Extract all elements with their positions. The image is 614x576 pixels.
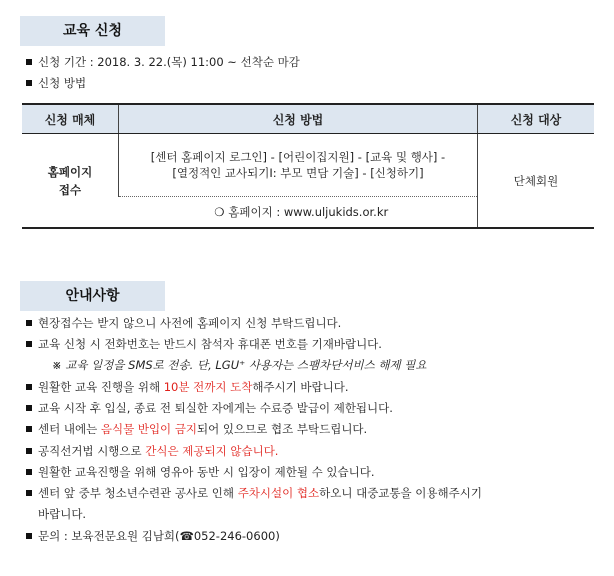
- notice-item-5-text-a: 센터 내에는: [38, 422, 101, 436]
- notice-item-6-highlight: 간식은 제공되지 않습니다.: [145, 444, 279, 458]
- notice-item-5: [38, 420, 367, 438]
- notice-item-6: [38, 442, 278, 460]
- notice-item-9-text-a: 문의 : 보육전문요원 김남희(: [38, 529, 180, 543]
- notice-item-9: [38, 527, 280, 545]
- circle-bullet-icon: ❍: [214, 205, 225, 219]
- phone-icon: ☎: [179, 529, 194, 543]
- notice-item-3-highlight: 10분 전까지 도착: [163, 380, 253, 394]
- notice-item-8: [38, 484, 482, 502]
- notice-item-9-phone: 052-246-0600): [193, 529, 280, 543]
- notice-item-7: 원활한 교육진행을 위해 영유아 동반 시 입장이 제한될 수 있습니다.: [38, 465, 375, 479]
- medium-cell: [22, 134, 119, 229]
- notice-sms-note: ※ 교육 일정을 SMS로 전송. 단, LGU⁺ 사용자는 스팸차단서비스 해제 필요: [52, 358, 427, 372]
- method-line2: [열정적인 교사되기Ⅰ: 부모 면담 기술] - [신청하기]: [172, 166, 424, 180]
- header-medium: 신청 매체: [22, 104, 119, 134]
- notice-item-8-text-a: 센터 앞 중부 청소년수련관 공사로 인해: [38, 486, 238, 500]
- notice-item-3: [38, 378, 349, 396]
- header-target: 신청 대상: [478, 104, 595, 134]
- notice-item-5-highlight: 음식물 반입이 금지: [100, 422, 198, 436]
- notice-item-6-text-a: 공직선거법 시행으로: [38, 444, 146, 458]
- homepage-cell: [119, 197, 478, 229]
- notice-item-8-text-b: 하오니 대중교통을 이용해주시기: [319, 486, 482, 500]
- section-title-notice: 안내사항: [20, 281, 165, 311]
- apply-period: 신청 기간 : 2018. 3. 22.(목) 11:00 ~ 선착순 마감: [38, 55, 300, 69]
- apply-table: [22, 103, 594, 229]
- notice-item-1: 현장접수는 받지 않으니 사전에 홈페이지 신청 부탁드립니다.: [38, 316, 342, 330]
- homepage-url[interactable]: 홈페이지 : www.uljukids.or.kr: [228, 205, 389, 219]
- notice-item-8-continued: 바랍니다.: [38, 507, 87, 521]
- notice-item-8-highlight: 주차시설이 협소: [237, 486, 320, 500]
- notice-item-3-text-b: 해주시기 바랍니다.: [252, 380, 349, 394]
- section-title-apply: 교육 신청: [20, 16, 165, 46]
- header-method: 신청 방법: [119, 104, 478, 134]
- method-line1: [센터 홈페이지 로그인] - [어린이집지원] - [교육 및 행사] -: [150, 150, 446, 164]
- medium-line2: 접수: [58, 182, 82, 197]
- medium-line1: 홈페이지: [47, 164, 93, 179]
- notice-item-4: 교육 시작 후 입실, 종료 전 퇴실한 자에게는 수료증 발급이 제한됩니다.: [38, 401, 393, 415]
- notice-item-2: 교육 신청 시 전화번호는 반드시 참석자 휴대폰 번호를 기재바랍니다.: [38, 337, 382, 351]
- method-path-cell: [119, 134, 478, 197]
- target-cell: 단체회원: [478, 134, 595, 229]
- apply-method-label: 신청 방법: [38, 76, 87, 90]
- notice-item-3-text-a: 원활한 교육 진행을 위해: [38, 380, 164, 394]
- notice-item-5-text-b: 되어 있으므로 협조 부탁드립니다.: [197, 422, 368, 436]
